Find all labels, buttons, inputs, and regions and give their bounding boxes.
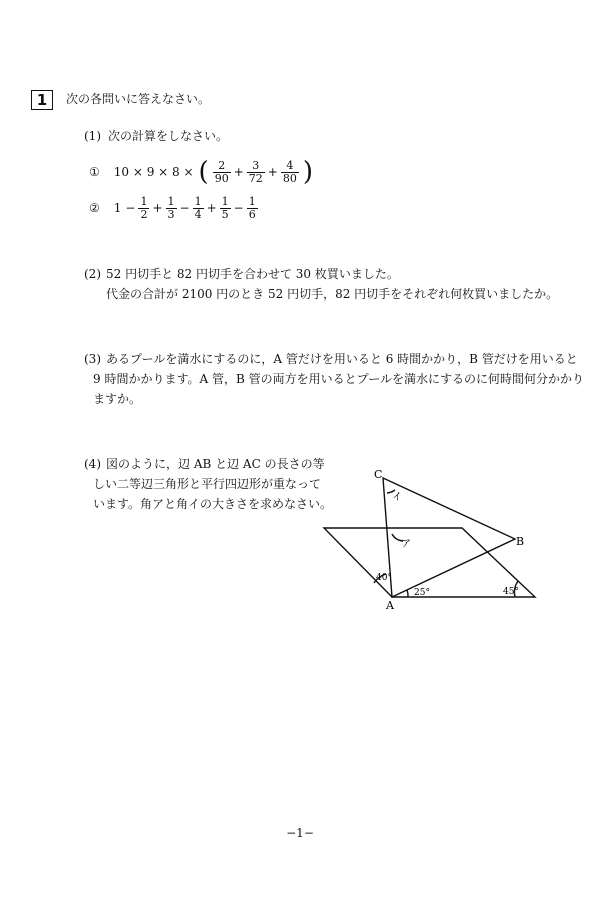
fraction: $\frac{1}{6}$ <box>248 194 256 221</box>
operator: − <box>125 201 136 215</box>
q1-item1-prefix: 10 × 9 × 8 × <box>113 165 194 179</box>
fraction: $\frac{1}{5}$ <box>221 194 229 221</box>
angle-i-label: イ <box>392 492 402 503</box>
q2-line2: 代金の合計が 2100 円のとき 52 円切手，82 円切手をそれぞれ何枚買いましたか。 <box>106 287 559 301</box>
angle-arc-25 <box>407 590 408 597</box>
q4-label: (4) <box>84 457 101 471</box>
q3-line3: ますか。 <box>93 392 142 406</box>
fraction: $\frac{2}{90}$ <box>214 158 229 185</box>
label-a: A <box>386 599 394 612</box>
operator: + <box>206 201 217 215</box>
isosceles-triangle <box>383 478 515 597</box>
fraction: $\frac{1}{2}$ <box>140 194 148 221</box>
q4-line3: います。角アと角イの大きさを求めなさい。 <box>93 497 333 511</box>
angle-40-label: 40° <box>376 573 392 583</box>
close-paren: ) <box>302 157 313 187</box>
label-b: B <box>516 535 525 548</box>
q2-label: (2) <box>84 267 101 281</box>
q2-line1: 52 円切手と 82 円切手を合わせて 30 枚買いました。 <box>106 267 399 281</box>
fraction: $\frac{1}{4}$ <box>194 194 202 221</box>
q4-line2: しい二等辺三角形と平行四辺形が重なって <box>93 477 322 491</box>
q1-item2-marker: ② <box>89 201 100 215</box>
angle-a-label: ア <box>401 539 411 550</box>
fraction: $\frac{4}{80}$ <box>282 158 297 185</box>
q1-text: 次の計算をしなさい。 <box>108 129 229 143</box>
page-number: −1− <box>286 826 314 840</box>
q1-item2-start: 1 <box>113 201 122 215</box>
q4-line1: 図のように，辺 AB と辺 AC の長さの等 <box>106 457 325 471</box>
fraction: $\frac{3}{72}$ <box>248 158 263 185</box>
instruction: 次の各問いに答えなさい。 <box>66 92 211 106</box>
label-c: C <box>374 468 383 481</box>
question-number: 1 <box>36 91 48 109</box>
q1-label: (1) <box>84 129 101 143</box>
q1-item1-marker: ① <box>89 165 100 179</box>
open-paren: ( <box>198 157 209 187</box>
operator: − <box>179 201 190 215</box>
operator: − <box>233 201 244 215</box>
fraction: $\frac{1}{3}$ <box>167 194 175 221</box>
angle-25-label: 25° <box>414 588 430 598</box>
operator: + <box>152 201 163 215</box>
plus-sign: + <box>233 165 244 179</box>
q3-label: (3) <box>84 352 101 366</box>
angle-45-label: 45° <box>503 587 519 597</box>
q3-line1: あるプールを満水にするのに，A 管だけを用いると 6 時間かかり，B 管だけを用いると <box>106 352 578 366</box>
plus-sign: + <box>267 165 278 179</box>
q3-line2: 9 時間かかります。A 管，B 管の両方を用いるとプールを満水にするのに何時間何分かかり <box>93 372 585 386</box>
